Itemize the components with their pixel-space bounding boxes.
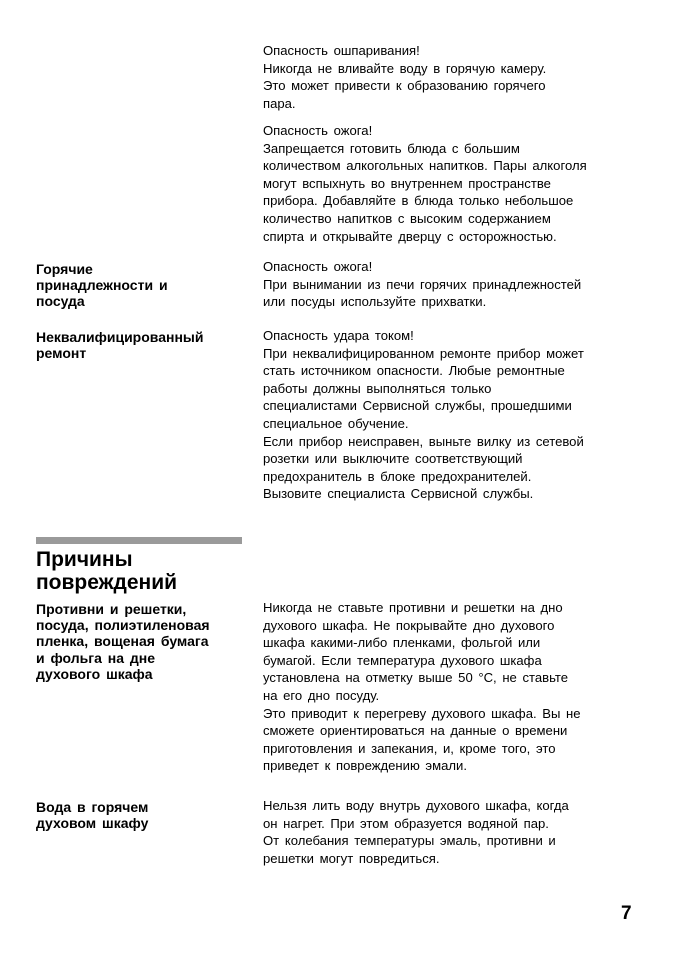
text-line: прибора. Добавляйте в блюда только небольшое — [263, 193, 574, 209]
heading-line: Противни и решетки, — [36, 601, 187, 617]
text-line: шкафа какими-либо пленками, фольгой или — [263, 635, 541, 651]
hot-accessories-text — [263, 258, 639, 311]
scald-warning-text — [263, 42, 639, 112]
heading-line: повреждений — [36, 571, 178, 594]
text-line: бумагой. Если температура духового шкафа — [263, 652, 542, 668]
alcohol-burn-warning-title: Опасность ожога! — [263, 123, 373, 138]
text-line: От колебания температуры эмаль, противни и — [263, 833, 556, 849]
text-line: количество напитков с высоким содержанием — [263, 210, 551, 226]
damage-section-heading — [36, 548, 266, 594]
text-line: Если прибор неисправен, выньте вилку из сетевой — [263, 433, 584, 449]
heading-line: и фольга на дне — [36, 649, 156, 666]
text-line: При вынимании из печи горячих принадлежностей — [263, 276, 582, 292]
text-line: стать источником опасности. Любые ремонтные — [263, 363, 565, 379]
section-divider — [36, 537, 242, 544]
electric-shock-warning-title: Опасность удара током! — [263, 328, 414, 343]
hot-accessories-heading — [36, 261, 246, 310]
text-line: Никогда не ставьте противни и решетки на дно — [263, 600, 563, 615]
heading-line: Вода в горячем — [36, 799, 149, 815]
text-line: он нагрет. При этом образуется водяной пар. — [263, 815, 549, 831]
text-line: спирта и открывайте дверцу с осторожностью. — [263, 228, 557, 244]
text-line: розетки или выключите соответствующий — [263, 451, 523, 467]
text-line: Это может привести к образованию горячего — [263, 78, 546, 94]
text-line: При неквалифицированном ремонте прибор может — [263, 345, 584, 361]
heading-line: посуда — [36, 293, 85, 310]
text-line: установлена на отметку выше 50 °C, не ставьте — [263, 670, 569, 686]
text-line: приведет к повреждению эмали. — [263, 758, 467, 774]
text-line: Запрещается готовить блюда с большим — [263, 140, 520, 156]
text-line: Нельзя лить воду внутрь духового шкафа, когда — [263, 798, 569, 813]
text-line: специальное обучение. — [263, 415, 409, 431]
text-line: Вызовите специалиста Сервисной службы. — [263, 486, 534, 502]
text-line: духового шкафа. Не покрывайте дно духового — [263, 617, 555, 633]
heading-line: ремонт — [36, 345, 87, 362]
alcohol-burn-warning-text — [263, 122, 639, 245]
heading-line: Горячие — [36, 261, 93, 277]
text-line: специалистами Сервисной службы, прошедшими — [263, 398, 572, 414]
scald-warning-title: Опасность ошпаривания! — [263, 43, 420, 58]
hot-accessories-warning-title: Опасность ожога! — [263, 259, 373, 274]
text-line: пара. — [263, 95, 296, 111]
heading-line: Причины — [36, 548, 133, 571]
heading-line: духового шкафа — [36, 665, 153, 682]
text-line: приготовления и запекания, и, кроме того, это — [263, 740, 556, 756]
text-line: работы должны выполняться только — [263, 380, 492, 396]
unqualified-repair-heading — [36, 329, 246, 361]
heading-line: Неквалифицированный — [36, 329, 204, 345]
water-heading — [36, 799, 246, 831]
water-text — [263, 797, 639, 867]
text-line: решетки могут повредиться. — [263, 850, 440, 866]
text-line: или посуды используйте прихватки. — [263, 294, 487, 310]
text-line: сможете ориентироваться на данные о времени — [263, 723, 568, 739]
unqualified-repair-text — [263, 327, 639, 503]
text-line: могут вспыхнуть во внутреннем пространстве — [263, 175, 551, 191]
heading-line: посуда, полиэтиленовая — [36, 617, 210, 634]
heading-line: пленка, вощеная бумага — [36, 633, 209, 650]
trays-text — [263, 599, 639, 775]
text-line: на его дно посуду. — [263, 687, 380, 703]
page-number: 7 — [621, 903, 632, 924]
heading-line: принадлежности и — [36, 277, 168, 294]
trays-heading — [36, 601, 246, 682]
text-line: Никогда не вливайте воду в горячую камеру. — [263, 60, 547, 76]
text-line: количеством алкогольных напитков. Пары алкоголя — [263, 158, 587, 174]
text-line: предохранитель в блоке предохранителей. — [263, 468, 532, 484]
text-line: Это приводит к перегреву духового шкафа. Вы не — [263, 705, 581, 721]
heading-line: духовом шкафу — [36, 815, 149, 832]
